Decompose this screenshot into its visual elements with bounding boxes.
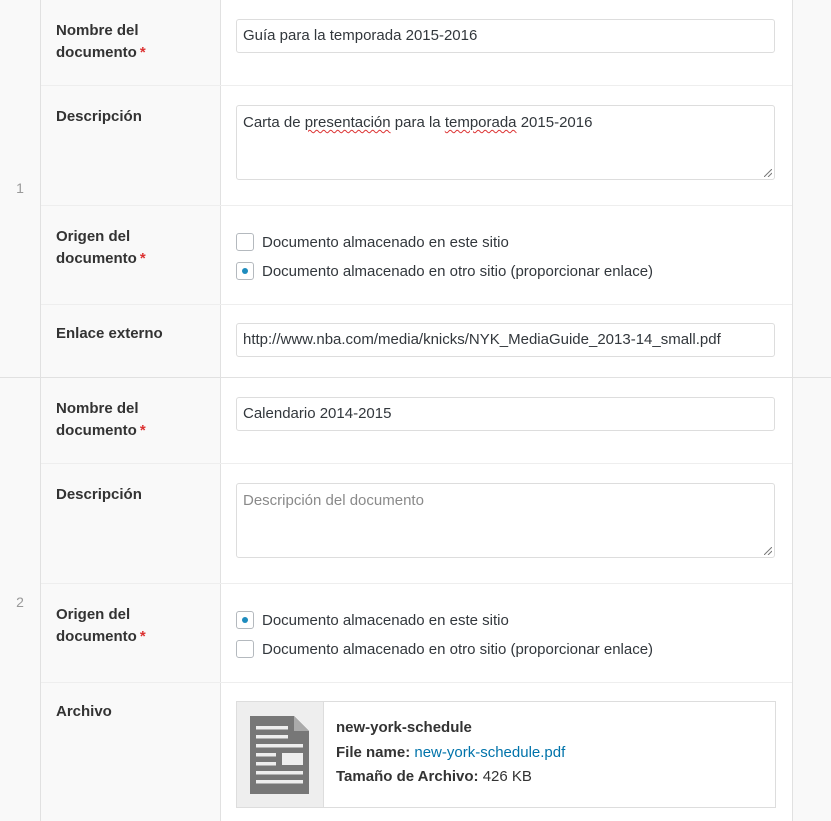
label-column [41, 683, 221, 821]
file-size-value: 426 KB [482, 768, 532, 785]
label-column [41, 0, 221, 85]
field-label: Descripción [56, 108, 142, 125]
origin-option-local[interactable] [236, 609, 509, 631]
document-name-input[interactable]: Calendario 2014-2015 [236, 397, 775, 431]
origin-option-local[interactable] [236, 231, 509, 253]
placeholder-text: Descripción del documento [243, 492, 424, 509]
document-icon [237, 702, 323, 807]
file-info [336, 716, 565, 790]
label-column [41, 378, 221, 463]
origin-option-external[interactable] [236, 638, 653, 660]
radio-label: Documento almacenado en otro sitio (proporcionar enlace) [262, 262, 654, 280]
required-marker: * [139, 44, 146, 61]
field-nombre [41, 0, 792, 85]
field-label: Origen del documento * [56, 606, 146, 645]
required-marker: * [139, 250, 146, 267]
document-name-input[interactable]: Guía para la temporada 2015-2016 [236, 19, 775, 53]
field-enlace [41, 305, 792, 377]
file-title: new-york-schedule [336, 719, 472, 736]
radio-label: Documento almacenado en este sitio [262, 611, 509, 629]
field-nombre [41, 378, 792, 463]
label-column [41, 584, 221, 682]
resize-handle-icon[interactable] [764, 547, 772, 555]
radio-button[interactable] [236, 262, 254, 280]
field-label: Nombre del documento * [56, 400, 146, 439]
radio-button[interactable] [236, 640, 254, 658]
origin-option-external[interactable] [236, 260, 653, 282]
label-column [41, 86, 221, 205]
radio-button[interactable] [236, 233, 254, 251]
field-descripcion [41, 86, 792, 205]
file-thumbnail[interactable] [237, 702, 324, 807]
field-origen [41, 584, 792, 682]
resize-handle-icon[interactable] [764, 169, 772, 177]
field-label: Descripción [56, 486, 142, 503]
radio-button[interactable] [236, 611, 254, 629]
row-number: 2 [16, 594, 24, 610]
required-marker: * [139, 422, 146, 439]
field-label: Enlace externo [56, 325, 163, 342]
external-link-input[interactable]: http://www.nba.com/media/knicks/NYK_MediaGuide_2013-14_small.pdf [236, 323, 775, 357]
radio-label: Documento almacenado en otro sitio (proporcionar enlace) [262, 640, 654, 658]
field-label: Nombre del documento * [56, 22, 146, 61]
right-border [792, 0, 793, 821]
file-preview [236, 701, 776, 808]
field-archivo [41, 683, 792, 821]
file-size-row: Tamaño de Archivo: 426 KB [336, 768, 532, 785]
row-number: 1 [16, 180, 24, 196]
field-origen [41, 206, 792, 304]
label-column [41, 305, 221, 377]
file-name-link[interactable]: new-york-schedule.pdf [414, 743, 566, 761]
label-column [41, 206, 221, 304]
radio-label: Documento almacenado en este sitio [262, 233, 509, 251]
description-textarea[interactable]: Carta de presentación para la temporada 2015-2016 [236, 105, 775, 180]
field-label: Archivo [56, 703, 112, 720]
field-label: Origen del documento * [56, 228, 146, 267]
label-column [41, 464, 221, 583]
required-marker: * [139, 628, 146, 645]
file-name-row: File name: new-york-schedule.pdf [336, 743, 566, 761]
description-textarea[interactable] [236, 483, 775, 558]
field-descripcion [41, 464, 792, 583]
